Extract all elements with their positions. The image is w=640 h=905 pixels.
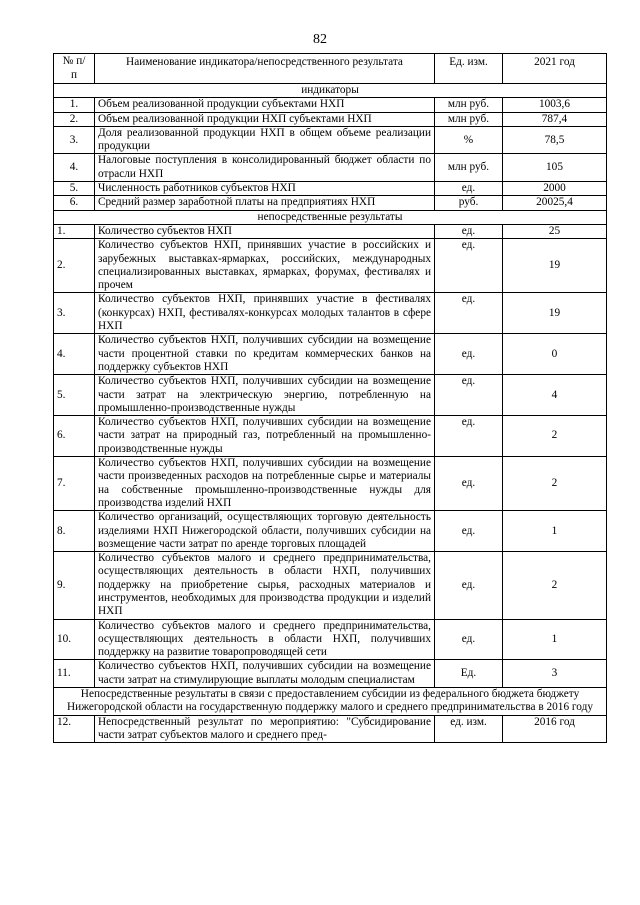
header-name: Наименование индикатора/непосредственного результата — [95, 54, 435, 84]
section-row — [54, 84, 607, 98]
row-unit: ед. — [435, 293, 503, 334]
section-results: непосредственные результаты — [54, 210, 607, 224]
section-federal: Непосредственные результаты в связи с предоставлением субсидии из федерального бюджета бюджету Нижегородской области на государственную поддержку малого и среднего предпринимательства в 2016 году — [54, 688, 607, 716]
row-value: 105 — [503, 154, 607, 182]
row-num: 10. — [54, 619, 95, 660]
row-name: Количество субъектов НХП, получивших субсидии на возмещение части затрат на природный газ, потребленный на промышленно-производственные нужды — [95, 416, 435, 457]
row-num: 7. — [54, 457, 95, 511]
row-num: 5. — [54, 182, 95, 196]
row-value: 0 — [503, 334, 607, 375]
row-value: 2 — [503, 552, 607, 619]
row-unit: руб. — [435, 196, 503, 210]
table-row — [54, 660, 607, 688]
row-unit: ед. — [435, 224, 503, 238]
row-num: 3. — [54, 293, 95, 334]
row-name: Доля реализованной продукции НХП в общем объеме реализации продукции — [95, 126, 435, 154]
row-name: Количество субъектов малого и среднего предпринимательства, осуществляющих деятельность в области НХП, получивших поддержку на развитие товаропроводящей сети — [95, 619, 435, 660]
row-num: 9. — [54, 552, 95, 619]
row-unit: ед. — [435, 457, 503, 511]
row-value: 2 — [503, 457, 607, 511]
table-row — [54, 112, 607, 126]
table-row — [54, 293, 607, 334]
table-row — [54, 334, 607, 375]
table-row — [54, 98, 607, 112]
row-name: Количество субъектов НХП, получивших субсидии на возмещение части затрат на электрическую энергию, потребленную на промышленно-производственные нужды — [95, 375, 435, 416]
header-num: № п/п — [54, 54, 95, 84]
row-value: 1003,6 — [503, 98, 607, 112]
table-row — [54, 511, 607, 552]
row-name: Объем реализованной продукции субъектами НХП — [95, 98, 435, 112]
table-row — [54, 154, 607, 182]
row-value: 4 — [503, 375, 607, 416]
row-num: 6. — [54, 196, 95, 210]
row-name: Количество субъектов НХП, принявших участие в фестивалях (конкурсах) НХП, фестивалях-конкурсах молодых талантов в сфере НХП — [95, 293, 435, 334]
header-year: 2021 год — [503, 54, 607, 84]
row-name: Количество субъектов малого и среднего предпринимательства, осуществляющих деятельность в области НХП, получивших поддержку на приобретение сырья, расходных материалов и инструментов, необходимых для производства продукции и изделий НХП — [95, 552, 435, 619]
table-row — [54, 552, 607, 619]
row-value: 19 — [503, 293, 607, 334]
row-num: 4. — [54, 334, 95, 375]
row-name: Объем реализованной продукции НХП субъектами НХП — [95, 112, 435, 126]
page-number: 82 — [313, 32, 327, 47]
row-num: 6. — [54, 416, 95, 457]
row-name: Численность работников субъектов НХП — [95, 182, 435, 196]
row-num: 8. — [54, 511, 95, 552]
row-unit: ед. — [435, 619, 503, 660]
row-name: Непосредственный результат по мероприятию: "Субсидирование части затрат субъектов малого и среднего пред- — [95, 715, 435, 743]
row-value: 787,4 — [503, 112, 607, 126]
row-unit: ед. — [435, 239, 503, 293]
row-num: 1. — [54, 224, 95, 238]
table-row — [54, 457, 607, 511]
row-unit: ед. — [435, 182, 503, 196]
row-value: 2000 — [503, 182, 607, 196]
table-row — [54, 224, 607, 238]
row-name: Количество субъектов НХП, принявших участие в российских и зарубежных выставках-ярмарках, российских, международных специализированных выставках, ярмарках, форумах, фестивалях и прочем — [95, 239, 435, 293]
row-unit: Ед. — [435, 660, 503, 688]
row-value: 25 — [503, 224, 607, 238]
table-row — [54, 126, 607, 154]
row-num: 3. — [54, 126, 95, 154]
section-indicators: индикаторы — [54, 84, 607, 98]
table-row — [54, 715, 607, 743]
table-row — [54, 182, 607, 196]
row-unit: млн руб. — [435, 98, 503, 112]
row-num: 2. — [54, 112, 95, 126]
row-value: 2016 год — [503, 715, 607, 743]
row-value: 78,5 — [503, 126, 607, 154]
header-unit: Ед. изм. — [435, 54, 503, 84]
row-value: 2 — [503, 416, 607, 457]
row-value: 1 — [503, 619, 607, 660]
row-value: 20025,4 — [503, 196, 607, 210]
row-value: 3 — [503, 660, 607, 688]
row-num: 11. — [54, 660, 95, 688]
table-row — [54, 239, 607, 293]
row-unit: ед. — [435, 416, 503, 457]
row-num: 12. — [54, 715, 95, 743]
row-name: Количество организаций, осуществляющих торговую деятельность изделиями НХП Нижегородской области, получивших субсидии на возмещение части затрат по аренде торговых площадей — [95, 511, 435, 552]
row-unit: ед. — [435, 375, 503, 416]
row-value: 19 — [503, 239, 607, 293]
row-unit: ед. изм. — [435, 715, 503, 743]
row-num: 5. — [54, 375, 95, 416]
row-name: Количество субъектов НХП, получивших субсидии на возмещение части затрат на стимулирующие выплаты молодым специалистам — [95, 660, 435, 688]
row-num: 2. — [54, 239, 95, 293]
indicators-table — [53, 53, 607, 743]
row-name: Средний размер заработной платы на предприятиях НХП — [95, 196, 435, 210]
table-row — [54, 416, 607, 457]
section-row — [54, 688, 607, 716]
row-name: Налоговые поступления в консолидированный бюджет области по отрасли НХП — [95, 154, 435, 182]
table-row — [54, 619, 607, 660]
table-row — [54, 375, 607, 416]
table-header-row — [54, 54, 607, 84]
row-name: Количество субъектов НХП — [95, 224, 435, 238]
row-unit: ед. — [435, 334, 503, 375]
row-unit: ед. — [435, 552, 503, 619]
row-num: 4. — [54, 154, 95, 182]
row-num: 1. — [54, 98, 95, 112]
row-name: Количество субъектов НХП, получивших субсидии на возмещение части процентной ставки по кредитам коммерческих банков на поддержку субъектов НХП — [95, 334, 435, 375]
row-unit: млн руб. — [435, 112, 503, 126]
row-unit: ед. — [435, 511, 503, 552]
row-unit: млн руб. — [435, 154, 503, 182]
section-row — [54, 210, 607, 224]
row-name: Количество субъектов НХП, получивших субсидии на возмещение части произведенных расходов на потребленные сырье и материалы на собственные промышленно-производственные нужды для производства изделий НХП — [95, 457, 435, 511]
row-unit: % — [435, 126, 503, 154]
table-row — [54, 196, 607, 210]
row-value: 1 — [503, 511, 607, 552]
